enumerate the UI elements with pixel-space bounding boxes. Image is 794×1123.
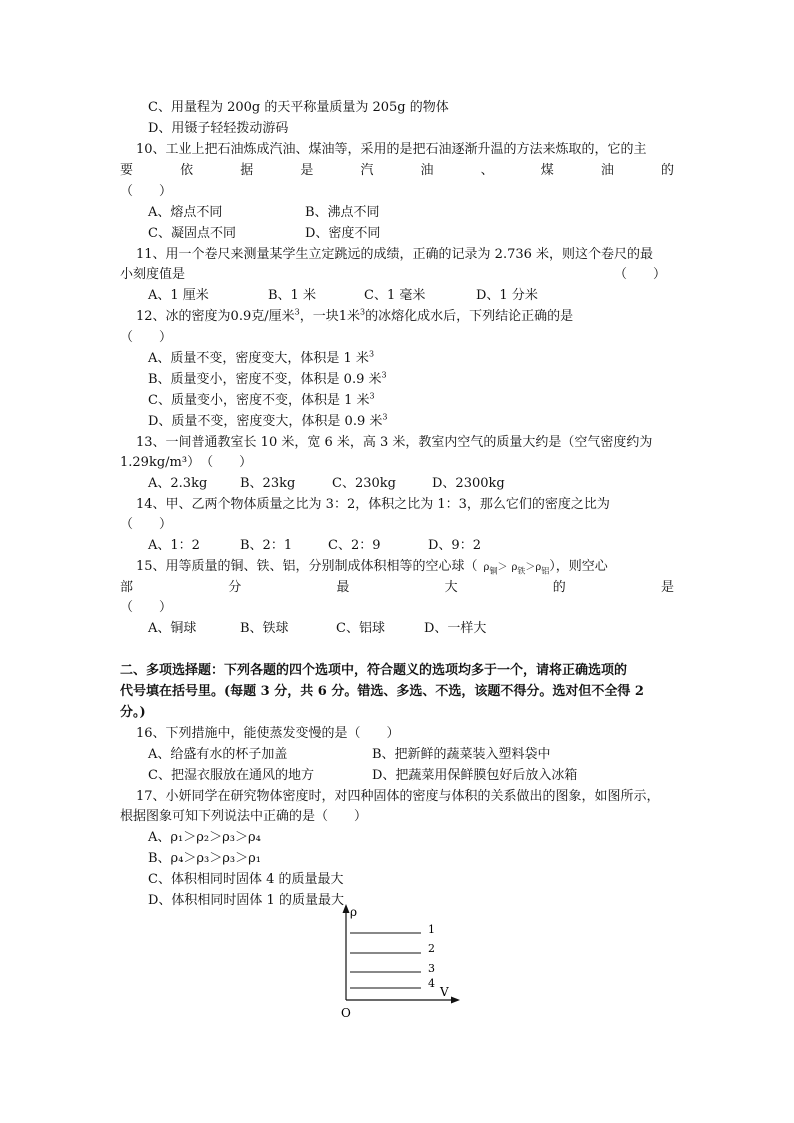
q12-answer-paren: （ ） xyxy=(120,330,173,345)
q14-option-a: A、1：2 xyxy=(148,538,200,553)
q12-stem: 12、冰的密度为0.9克/厘米$^3$，一块1米$^3$的冰熔化成水后，下列结论正确的是 xyxy=(136,307,574,324)
q13-stem-line1: 13、一间普通教室长 10 米，宽 6 米，高 3 米，教室内空气的质量大约是（空气密度约为 xyxy=(136,435,653,450)
q10-word: 汽 xyxy=(360,163,374,178)
q11-option-c: C、1 毫米 xyxy=(364,288,426,303)
q15-word: 分 xyxy=(228,580,242,595)
q10-stem-line1: 10、工业上把石油炼成汽油、煤油等，采用的是把石油逐渐升温的方法来炼取的，它的主 xyxy=(136,142,647,157)
section2-heading-line2: 代号填在括号里。(每题 3 分，共 6 分。错选、多选、不选，该题不得分。选对但不全得 2 xyxy=(120,684,644,699)
q11-stem-line2: 小刻度值是 xyxy=(120,267,186,282)
q14-option-c: C、2：9 xyxy=(328,538,381,553)
x-axis-label: V xyxy=(440,985,449,999)
q15-word: 大 xyxy=(444,580,458,595)
q9-option-c: C、用量程为 200g 的天平称量质量为 205g 的物体 xyxy=(148,100,449,115)
line-label-3: 3 xyxy=(428,962,435,975)
q16-option-c: C、把湿衣服放在通风的地方 xyxy=(148,768,314,783)
q10-option-d: D、密度不同 xyxy=(305,226,381,241)
x-axis-arrow xyxy=(451,997,460,1004)
section2-heading-line1: 二、多项选择题：下列各题的四个选项中，符合题义的选项均多于一个，请将正确选项的 xyxy=(120,663,628,678)
q11-option-d: D、1 分米 xyxy=(476,288,538,303)
q12-option-b: B、质量变小，密度不变，体积是 0.9 米$^3$ xyxy=(148,370,387,387)
q10-word: 的 xyxy=(660,163,674,178)
q15-stem-line1: 15、用等质量的铜、铁、铝，分别制成体积相等的空心球（ $\rho_铜> \rho_铁>\rho_铝$），则空心 xyxy=(136,559,608,576)
y-axis-label: ρ xyxy=(350,905,358,919)
q15-stem-line2 xyxy=(120,579,674,597)
q15-option-d: D、一样大 xyxy=(424,621,487,636)
q13-option-a: A、2.3kg xyxy=(148,476,208,491)
q16-stem: 16、下列措施中，能使蒸发变慢的是（ ） xyxy=(136,726,400,741)
q10-word: 油 xyxy=(420,163,434,178)
density-volume-graph xyxy=(330,900,470,1024)
q13-option-c: C、230kg xyxy=(332,476,396,491)
q12-option-a: A、质量不变，密度变大，体积是 1 米$^3$ xyxy=(148,349,375,366)
section2-heading-line3: 分。) xyxy=(120,705,146,720)
line-label-1: 1 xyxy=(428,923,435,936)
q17-option-b: B、ρ₄＞ρ₃＞ρ₃＞ρ₁ xyxy=(148,851,261,866)
q15-word: 的 xyxy=(552,580,566,595)
origin-label: O xyxy=(341,1006,351,1020)
q10-option-b: B、沸点不同 xyxy=(305,205,380,220)
q12-option-d: D、质量不变，密度变大，体积是 0.9 米$^3$ xyxy=(148,412,388,429)
q15-answer-paren: （ ） xyxy=(120,600,173,615)
q16-option-b: B、把新鲜的蔬菜装入塑料袋中 xyxy=(372,747,551,762)
q17-stem-line1: 17、小妍同学在研究物体密度时，对四种固体的密度与体积的关系做出的图象，如图所示， xyxy=(136,789,660,804)
q15-option-a: A、铜球 xyxy=(148,621,197,636)
q10-word: 要 xyxy=(120,163,134,178)
q15-word: 部 xyxy=(120,580,134,595)
q15-option-c: C、铝球 xyxy=(336,621,385,636)
line-label-2: 2 xyxy=(428,942,435,955)
q10-word: 煤 xyxy=(540,163,554,178)
q15-word: 最 xyxy=(336,580,350,595)
q17-stem-line2: 根据图象可知下列说法中正确的是（ ） xyxy=(120,809,368,824)
q17-option-a: A、ρ₁＞ρ₂＞ρ₃＞ρ₄ xyxy=(148,830,261,845)
q16-option-d: D、把蔬菜用保鲜膜包好后放入冰箱 xyxy=(372,768,578,783)
q16-option-a: A、给盛有水的杯子加盖 xyxy=(148,747,288,762)
q11-option-a: A、1 厘米 xyxy=(148,288,209,303)
q10-word: 据 xyxy=(240,163,254,178)
q17-option-d: D、体积相同时固体 1 的质量最大 xyxy=(148,893,344,908)
q11-answer-paren: （ ） xyxy=(614,267,667,282)
q10-stem-line2 xyxy=(120,162,674,180)
q14-answer-paren: （ ） xyxy=(120,517,173,532)
q15-word: 是 xyxy=(660,580,674,595)
q14-stem: 14、甲、乙两个物体质量之比为 3：2，体积之比为 1：3，那么它们的密度之比为 xyxy=(136,497,610,512)
q10-word: 油 xyxy=(600,163,614,178)
q10-option-a: A、熔点不同 xyxy=(148,205,223,220)
q14-option-b: B、2：1 xyxy=(240,538,293,553)
q13-option-d: D、2300kg xyxy=(432,476,505,491)
q10-word: 、 xyxy=(480,163,494,178)
q11-stem-line1: 11、用一个卷尺来测量某学生立定跳远的成绩，正确的记录为 2.736 米，则这个卷尺的最 xyxy=(136,247,654,262)
q12-option-c: C、质量变小，密度不变，体积是 1 米$^3$ xyxy=(148,391,375,408)
q14-option-d: D、9：2 xyxy=(428,538,481,553)
q10-word: 是 xyxy=(300,163,314,178)
q17-option-c: C、体积相同时固体 4 的质量最大 xyxy=(148,872,344,887)
q9-option-d: D、用镊子轻轻拨动游码 xyxy=(148,121,289,136)
q13-stem-line2: 1.29kg/m³） （ ） xyxy=(120,455,253,470)
q10-answer-paren: （ ） xyxy=(120,184,173,199)
line-label-4: 4 xyxy=(428,977,435,990)
q11-option-b: B、1 米 xyxy=(268,288,316,303)
q10-word: 依 xyxy=(180,163,194,178)
q10-option-c: C、凝固点不同 xyxy=(148,226,236,241)
y-axis-arrow xyxy=(343,904,350,913)
q15-option-b: B、铁球 xyxy=(240,621,289,636)
q13-option-b: B、23kg xyxy=(240,476,296,491)
